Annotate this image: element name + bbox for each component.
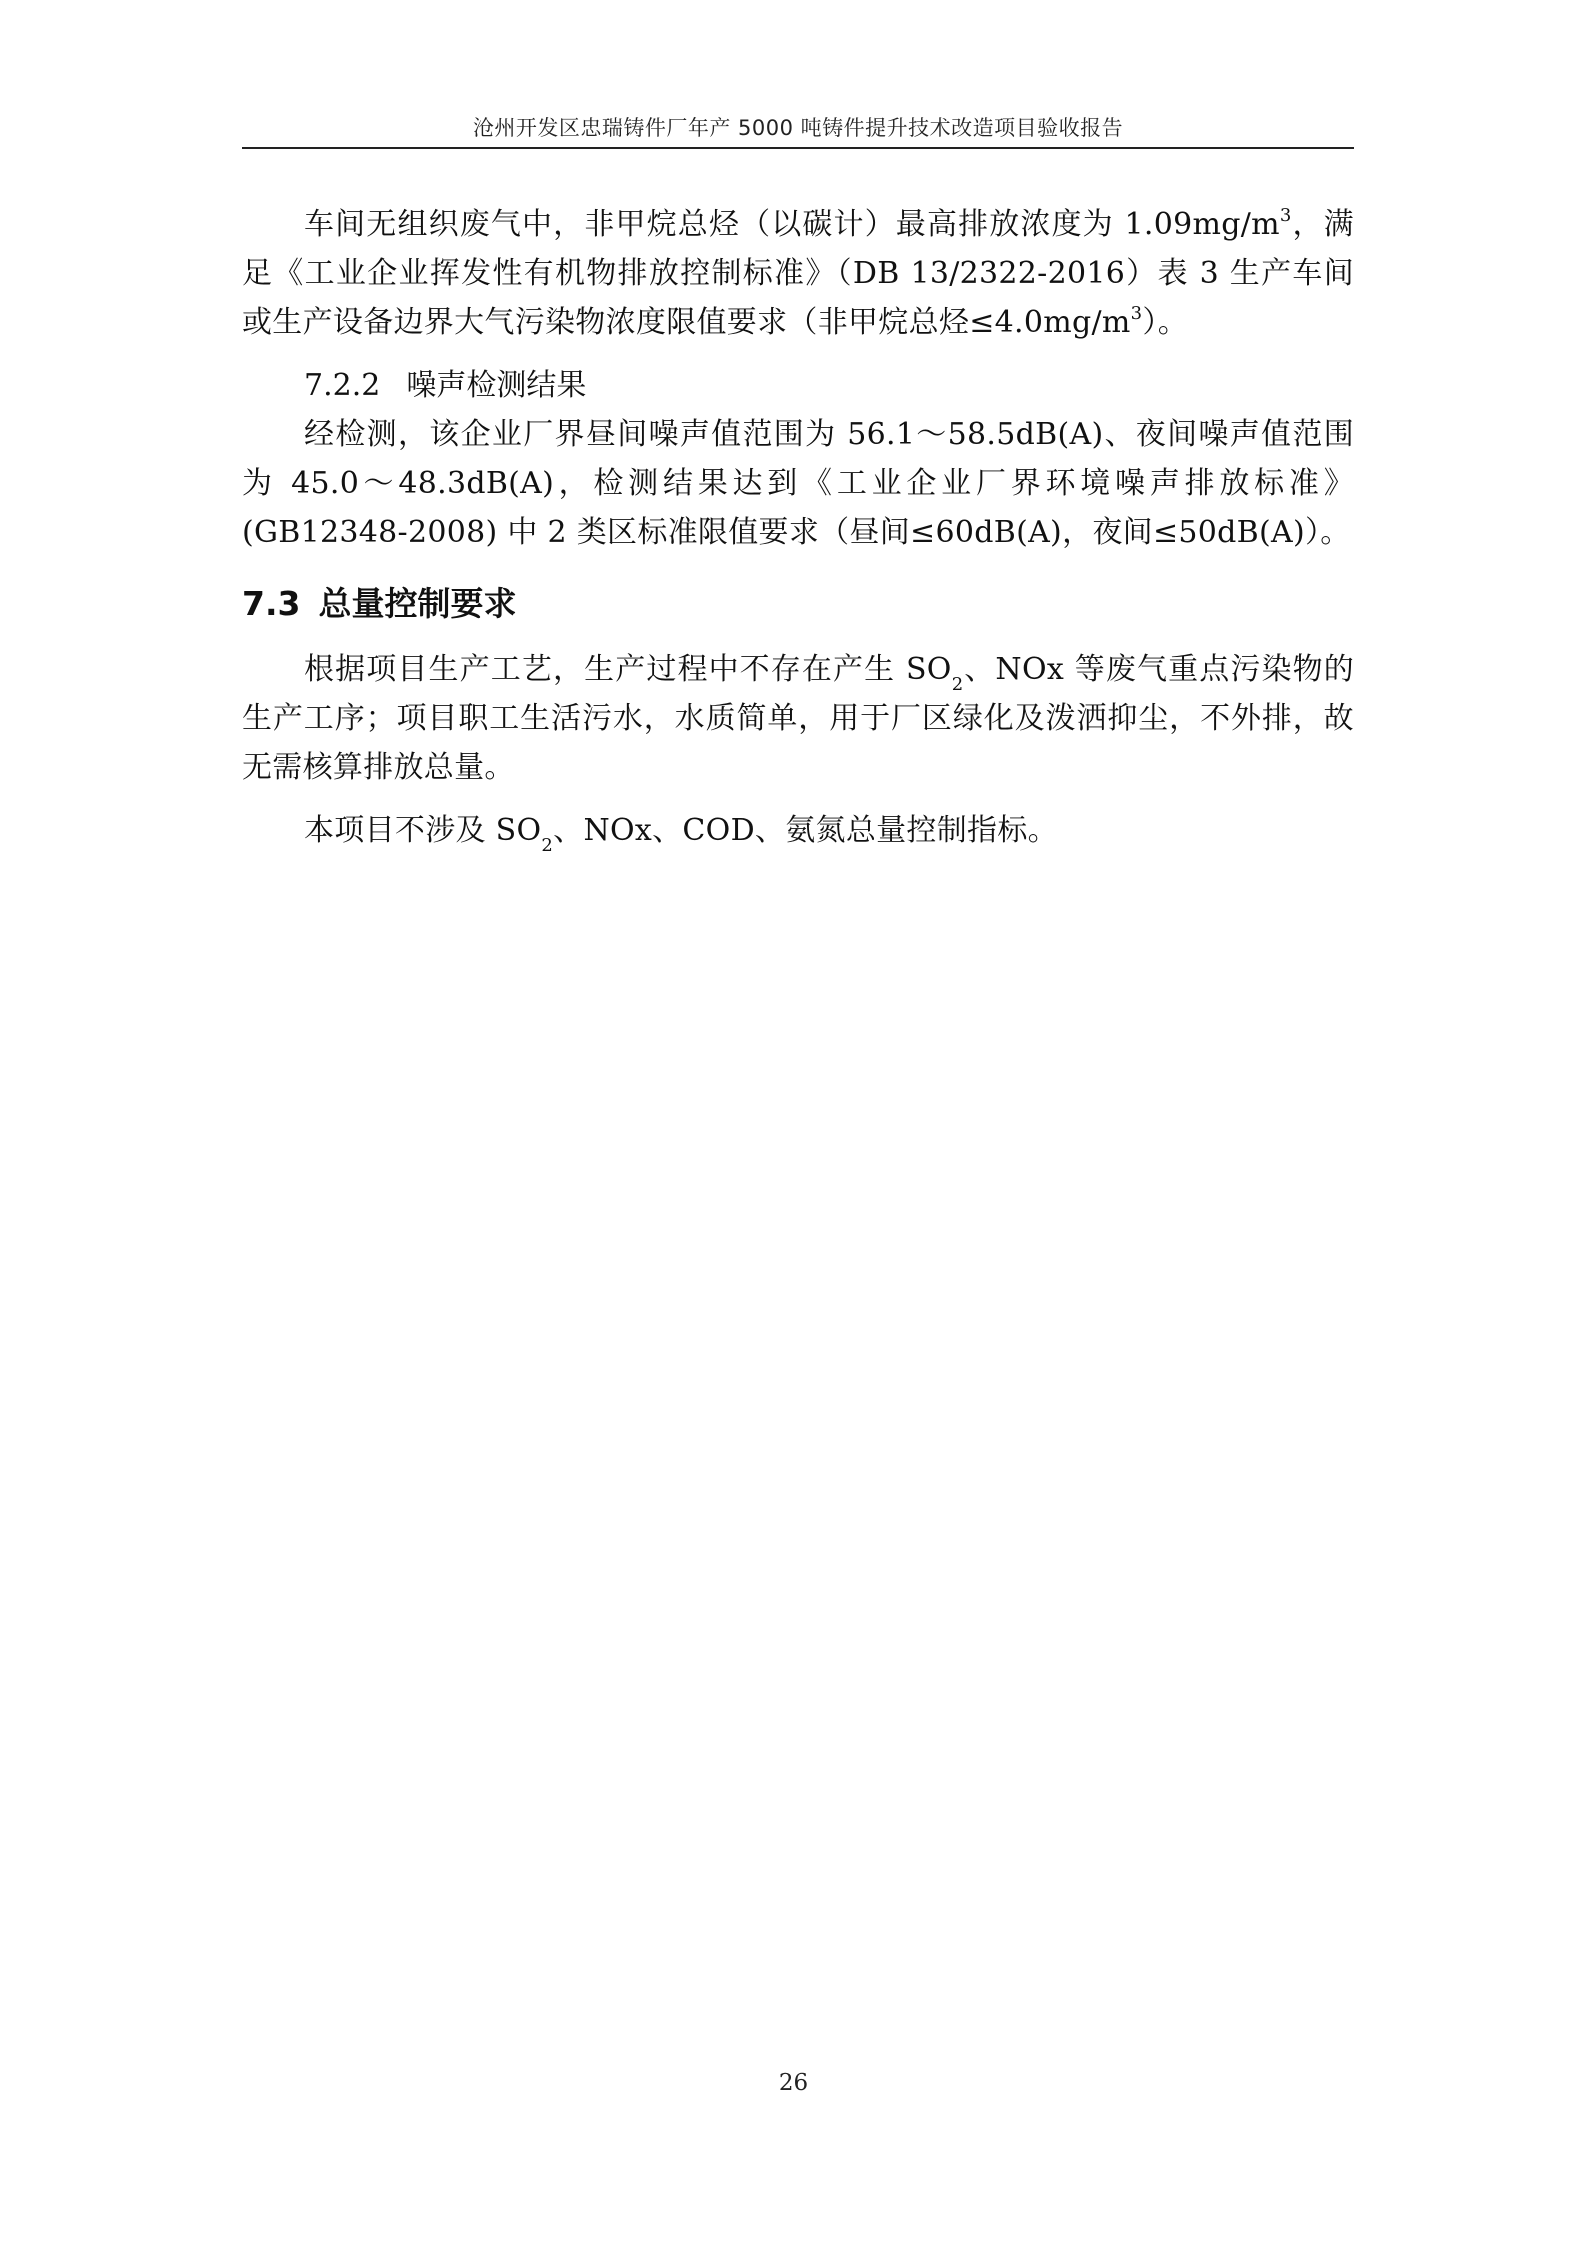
paragraph-text: 根据项目生产工艺，生产过程中不存在产生 SO xyxy=(304,652,952,687)
paragraph-control-indicators xyxy=(242,806,1354,855)
subsection-title: 噪声检测结果 xyxy=(406,368,587,403)
header-divider xyxy=(242,147,1354,149)
subscript: 2 xyxy=(951,674,964,695)
paragraph-noise-results: 经检测，该企业厂界昼间噪声值范围为 56.1～58.5dB(A)、夜间噪声值范围为 45.0～48.3dB(A)，检测结果达到《工业企业厂界环境噪声排放标准》(GB12348-2008) 中 2 类区标准限值要求（昼间≤60dB(A)，夜间≤50dB(A)）。 xyxy=(242,417,1354,550)
paragraph-total-control xyxy=(242,645,1354,792)
paragraph-text: ，满足《工业企业挥发性有机物排放控制标准》（DB 13/2322-2016）表 3 生产车间或生产设备边界大气污染物浓度限值要求（非甲烷总烃≤4.0mg/m xyxy=(242,207,1354,340)
superscript: 3 xyxy=(1279,205,1292,226)
section-title: 总量控制要求 xyxy=(318,584,517,623)
superscript: 3 xyxy=(1130,303,1143,324)
paragraph-spacer xyxy=(242,792,1354,806)
section-heading-7-3 xyxy=(242,579,1354,629)
page-number: 26 xyxy=(778,2070,809,2096)
paragraph-text: 、NOx、COD、氨氮总量控制指标。 xyxy=(553,813,1058,848)
page-header-title: 沧州开发区忠瑞铸件厂年产 5000 吨铸件提升技术改造项目验收报告 xyxy=(472,116,1124,140)
subsection-heading-7-2-2 xyxy=(242,361,1354,410)
paragraph-text: 本项目不涉及 SO xyxy=(304,813,542,848)
section-number: 7.3 xyxy=(242,584,301,623)
subsection-number: 7.2.2 xyxy=(304,368,381,403)
document-body xyxy=(242,200,1354,855)
subscript: 2 xyxy=(541,835,554,856)
paragraph-text: 、NOx 等废气重点污染物的生产工序；项目职工生活污水，水质简单，用于厂区绿化及泼洒抑尘，不外排，故无需核算排放总量。 xyxy=(242,652,1354,785)
paragraph-text: ）。 xyxy=(1142,305,1189,340)
paragraph-text: 车间无组织废气中，非甲烷总烃（以碳计）最高排放浓度为 1.09mg/m xyxy=(304,207,1280,242)
paragraph-voc-emission xyxy=(242,200,1354,347)
